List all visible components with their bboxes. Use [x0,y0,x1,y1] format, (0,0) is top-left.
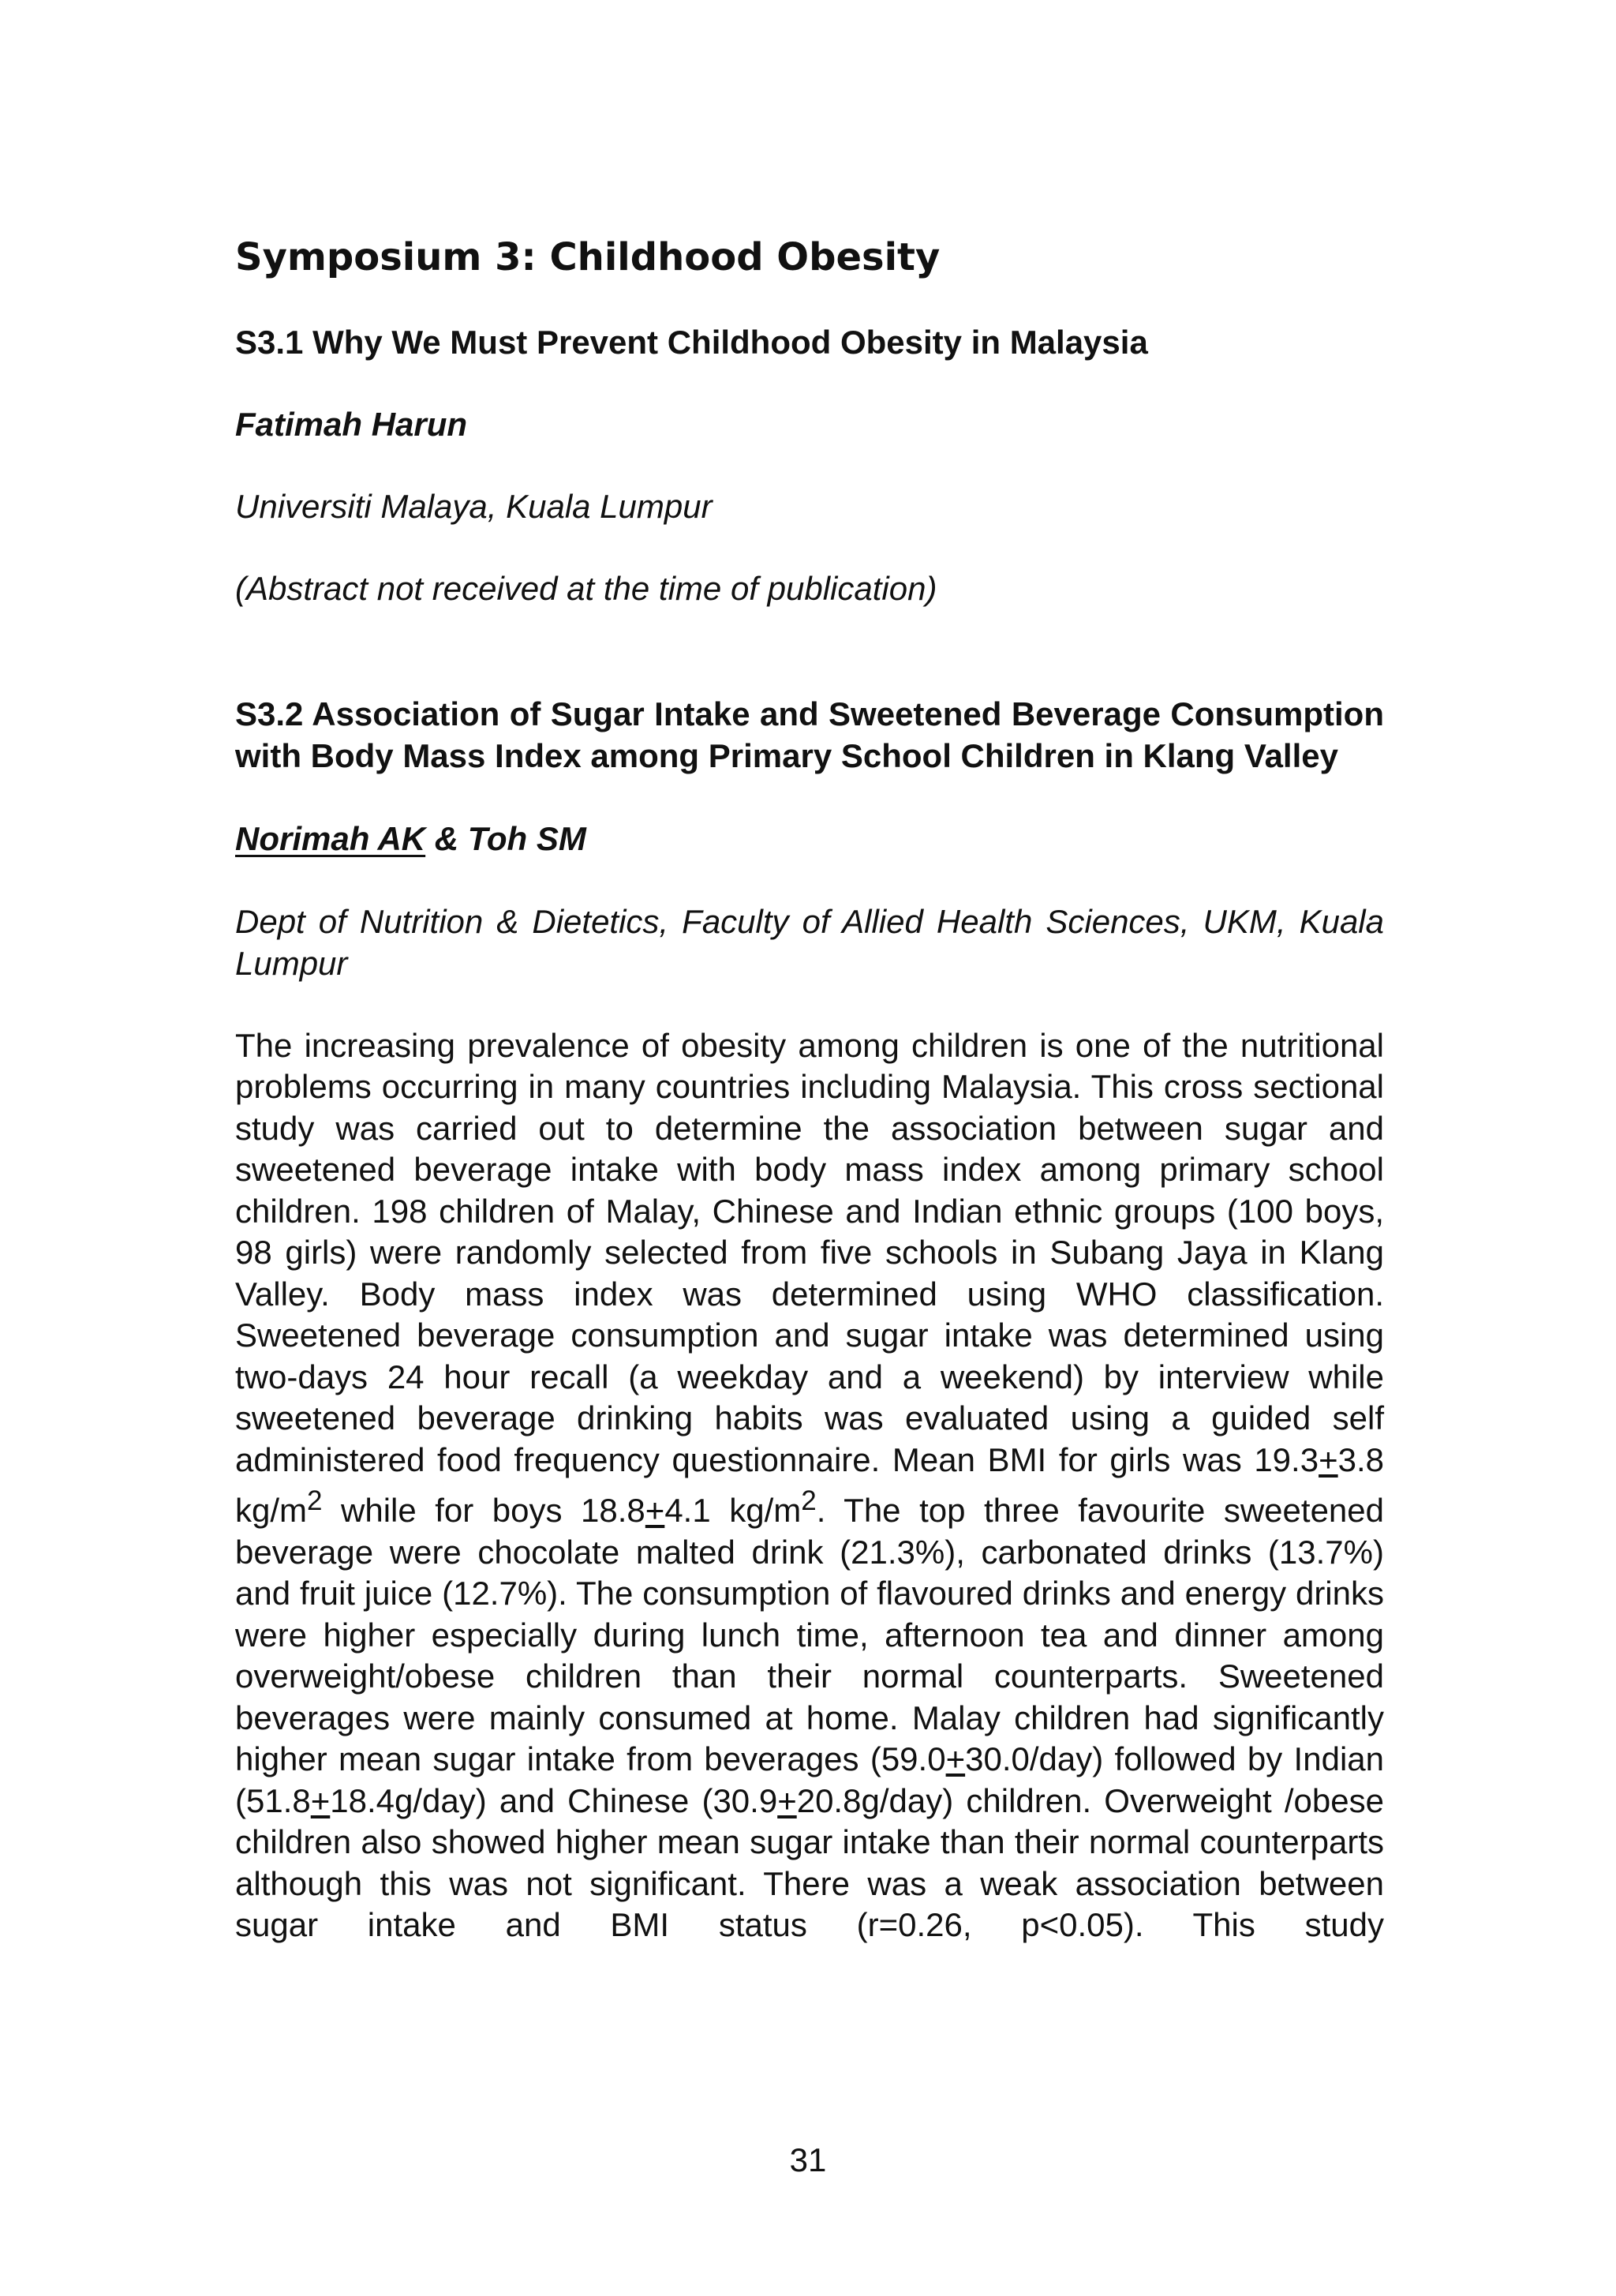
abstract-title-s3-2: S3.2 Association of Sugar Intake and Sweetened Beverage Consumption with Body Mass Index among Primary School Children in Klang Valley [235,695,1384,774]
affiliation-s3-1: Universiti Malaya, Kuala Lumpur [235,487,713,525]
author-line-s3-2 [235,818,1384,860]
co-author: & Toh SM [425,819,586,857]
abstract-note-s3-1: (Abstract not received at the time of publication) [235,569,937,607]
symposium-title: Symposium 3: Childhood Obesity [235,235,941,279]
abstract-body-s3-2: The increasing prevalence of obesity among children is one of the nutritional problems occurring in many countries including Malaysia. This cross sectional study was carried out to determine the association between sugar and sweetened beverage intake with body mass index among primary school children. 198 children of Malay, Chinese and Indian ethnic groups (100 boys, 98 girls) were randomly selected from five schools in Subang Jaya in Klang Valley. Body mass index was determined using WHO classification. Sweetened beverage consumption and sugar intake was determined using two-days 24 hour recall (a weekday and a weekend) by interview while sweetened beverage drinking habits was evaluated using a guided self administered food frequency questionnaire. Mean BMI for girls was 19.3+3.8 $kg/m^2$ while for boys 18.8+4.1 $kg/m^2$. The top three favourite sweetened beverage were chocolate malted drink (21.3%), carbonated drinks (13.7%) and fruit juice (12.7%). The consumption of flavoured drinks and energy drinks were higher especially during lunch time, afternoon tea and dinner among overweight/obese children than their normal counterparts. Sweetened beverages were mainly consumed at home. Malay children had significantly higher mean sugar intake from beverages (59.0+30.0/day) followed by Indian (51.8+18.4g/day) and Chinese (30.9+20.8g/day) children. Overweight /obese children also showed higher mean sugar intake than their normal counterparts although this was not significant. There was a weak association between sugar intake and BMI status (r=0.26, p<0.05). This study [235,1026,1385,1944]
affiliation-s3-2: Dept of Nutrition & Dietetics, Faculty of Allied Health Sciences, UKM, Kuala Lumpur [235,902,1384,982]
author-line-s3-1 [235,403,1384,445]
presenting-author: Norimah AK [235,819,426,857]
page-number: 31 [789,2141,827,2178]
author-name: Fatimah Harun [235,405,468,443]
abstract-title-s3-1: S3.1 Why We Must Prevent Childhood Obesity in Malaysia [235,323,1148,361]
document-page [235,237,1384,1946]
